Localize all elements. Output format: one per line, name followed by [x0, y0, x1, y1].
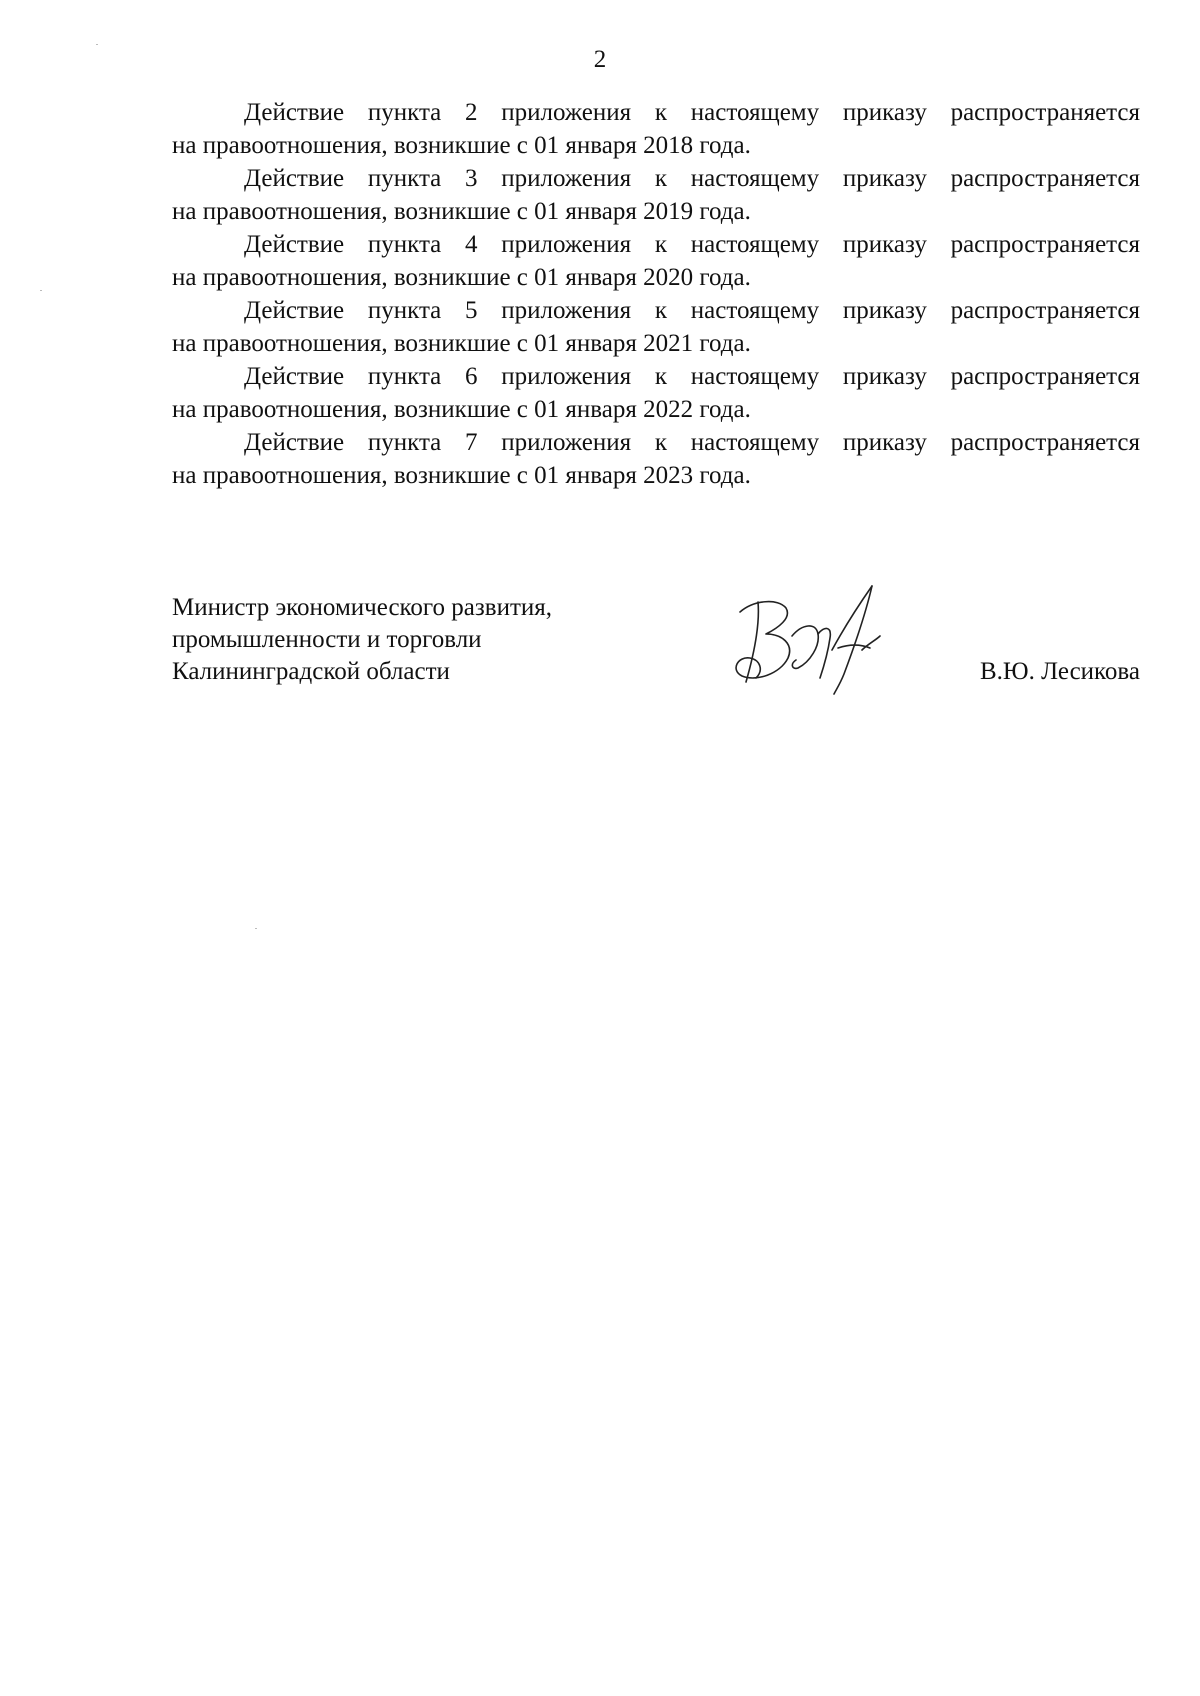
paragraph-second-line: на правоотношения, возникшие с 01 января 2018 года.	[172, 132, 751, 159]
paragraph-item-6	[172, 360, 1140, 426]
scan-speck	[255, 928, 257, 929]
paragraph-first-line: Действие пункта 3 приложения к настоящему приказу распространяется	[244, 165, 1140, 192]
paragraph-first-line: Действие пункта 6 приложения к настоящему приказу распространяется	[244, 363, 1140, 390]
scan-speck	[40, 290, 42, 291]
paragraph-first-line: Действие пункта 4 приложения к настоящему приказу распространяется	[244, 231, 1140, 258]
paragraph-item-2	[172, 96, 1140, 162]
signer-position	[172, 592, 692, 688]
paragraph-item-5	[172, 294, 1140, 360]
paragraph-item-3	[172, 162, 1140, 228]
paragraph-second-line: на правоотношения, возникшие с 01 января 2023 года.	[172, 462, 751, 489]
paragraph-item-4	[172, 228, 1140, 294]
document-body	[172, 96, 1140, 492]
page-number: 2	[593, 46, 607, 73]
signer-name: В.Ю. Лесикова	[979, 658, 1140, 685]
paragraph-item-7	[172, 426, 1140, 492]
paragraph-first-line: Действие пункта 2 приложения к настоящему приказу распространяется	[244, 99, 1140, 126]
signer-position-line: промышленности и торговли	[172, 626, 482, 653]
paragraph-second-line: на правоотношения, возникшие с 01 января 2019 года.	[172, 198, 751, 225]
handwritten-signature-icon	[720, 578, 890, 696]
paragraph-first-line: Действие пункта 7 приложения к настоящему приказу распространяется	[244, 429, 1140, 456]
signature-block	[172, 592, 1140, 712]
paragraph-second-line: на правоотношения, возникшие с 01 января 2022 года.	[172, 396, 751, 423]
paragraph-first-line: Действие пункта 5 приложения к настоящему приказу распространяется	[244, 297, 1140, 324]
paragraph-second-line: на правоотношения, возникшие с 01 января 2020 года.	[172, 264, 751, 291]
signer-position-line: Министр экономического развития,	[172, 594, 553, 621]
signer-position-line: Калининградской области	[172, 658, 450, 685]
paragraph-second-line: на правоотношения, возникшие с 01 января 2021 года.	[172, 330, 751, 357]
